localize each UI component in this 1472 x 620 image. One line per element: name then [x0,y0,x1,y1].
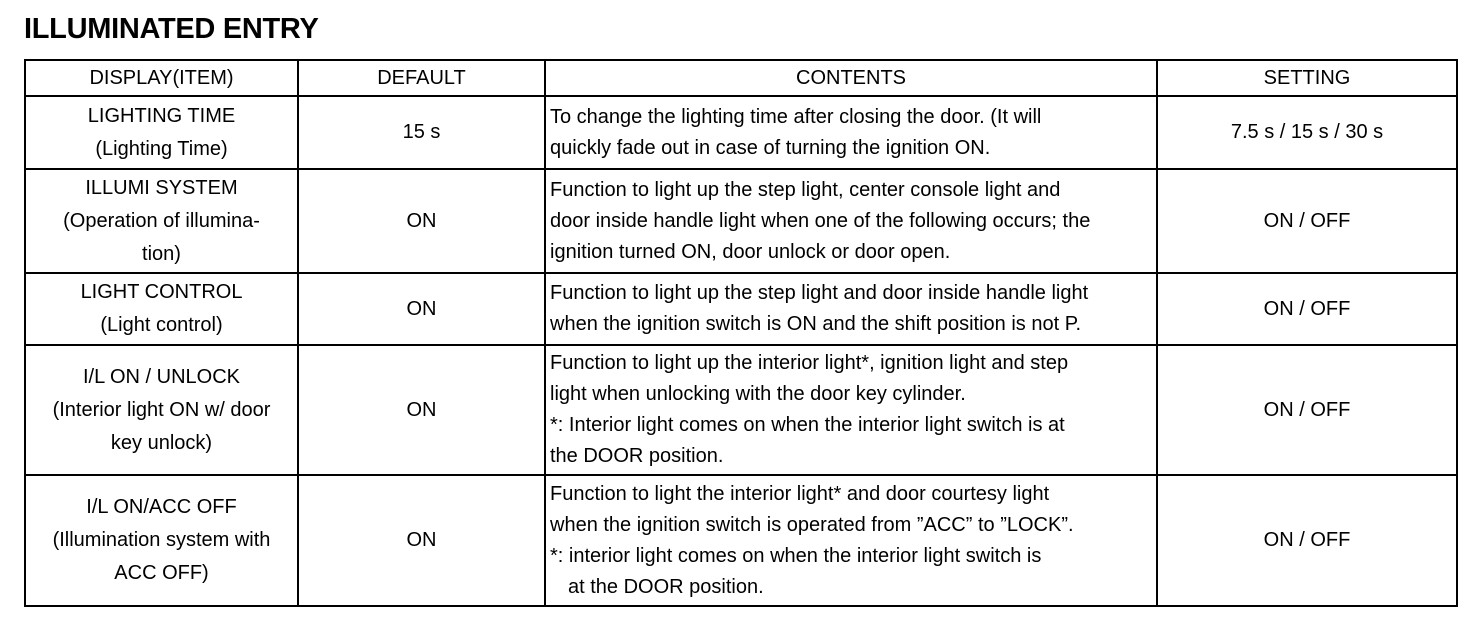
item-name: I/L ON / UNLOCK [82,365,241,388]
contents-line: To change the lighting time after closing the door. (It will [550,105,1042,128]
display-item-cell [25,96,298,169]
item-name: LIGHTING TIME [87,104,236,127]
default-value: ON [298,273,545,345]
item-description: tion) [142,242,181,265]
contents-line: *: interior light comes on when the interior light switch is [550,544,1042,567]
display-item-cell [25,273,298,345]
item-description: (Illumination system with [52,529,271,551]
contents-cell [545,273,1157,345]
setting-value: ON / OFF [1157,345,1457,475]
display-item-cell [25,345,298,475]
item-description: (Interior light ON w/ door [52,398,271,421]
default-value: ON [298,345,545,475]
item-description: key unlock) [110,431,213,454]
page-title: ILLUMINATED ENTRY [24,13,319,45]
setting-value: ON / OFF [1157,273,1457,345]
default-value: ON [298,169,545,273]
table-row [25,345,1457,475]
table-row [25,96,1457,169]
contents-line: when the ignition switch is operated from ”ACC” to ”LOCK”. [550,513,1074,536]
table-header-row [25,60,1457,96]
setting-value: ON / OFF [1157,475,1457,606]
item-description: (Operation of illumina- [63,209,260,232]
contents-line: door inside handle light when one of the following occurs; the [550,209,1091,232]
setting-value: ON / OFF [1157,169,1457,273]
setting-value: 7.5 s / 15 s / 30 s [1157,96,1457,169]
item-description: (Lighting Time) [95,137,228,160]
contents-line: Function to light up the step light and door inside handle light [550,282,1089,304]
display-item-cell [25,475,298,606]
table-row [25,475,1457,606]
item-name: LIGHT CONTROL [80,281,243,303]
default-value: ON [298,475,545,606]
item-name: I/L ON/ACC OFF [86,496,237,518]
contents-line: *: Interior light comes on when the interior light switch is at [550,414,1065,436]
settings-table [24,59,1458,607]
column-header-display-item: DISPLAY(ITEM) [25,60,298,96]
display-item-cell [25,169,298,273]
contents-line: Function to light up the step light, center console light and [550,178,1061,201]
table-row [25,169,1457,273]
column-header-default: DEFAULT [298,60,545,96]
contents-line: light when unlocking with the door key cylinder. [550,383,966,405]
item-name: ILLUMI SYSTEM [85,176,238,199]
table-row [25,273,1457,345]
contents-cell [545,475,1157,606]
item-description: ACC OFF) [114,562,209,584]
column-header-contents: CONTENTS [545,60,1157,96]
default-value: 15 s [298,96,545,169]
contents-cell [545,96,1157,169]
contents-line: ignition turned ON, door unlock or door open. [550,240,951,263]
contents-line: when the ignition switch is ON and the shift position is not P. [550,313,1082,335]
contents-cell [545,345,1157,475]
contents-line: at the DOOR position. [568,575,764,598]
item-description: (Light control) [100,314,223,336]
contents-line: Function to light the interior light* and door courtesy light [550,482,1050,505]
contents-line: quickly fade out in case of turning the ignition ON. [550,136,991,159]
contents-cell [545,169,1157,273]
contents-line: the DOOR position. [550,445,724,467]
column-header-setting: SETTING [1157,60,1457,96]
contents-line: Function to light up the interior light*, ignition light and step [550,352,1069,374]
